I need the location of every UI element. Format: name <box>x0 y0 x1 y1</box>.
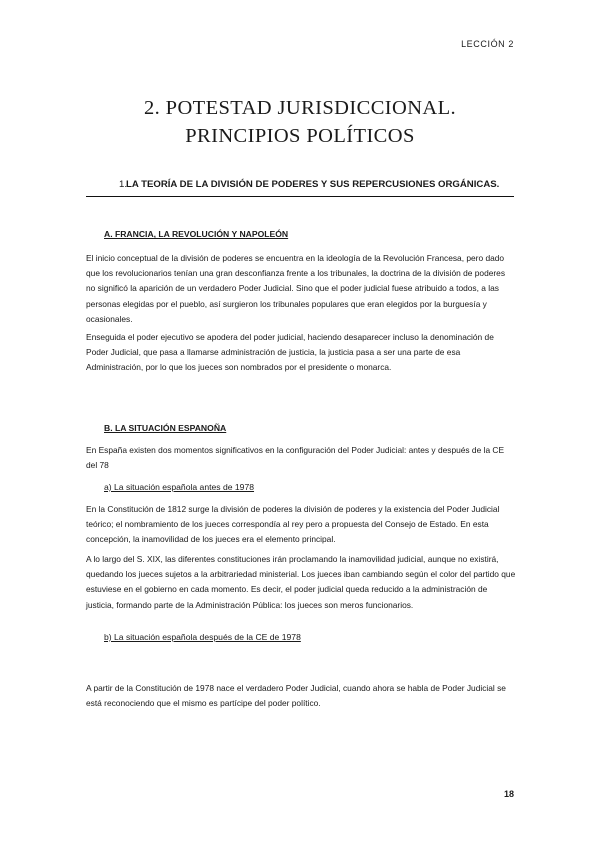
subsection-b-a-paragraph-1: En la Constitución de 1812 surge la división de poderes la división de poderes y la existencia del Poder Judicial teórico; el nombramiento de los jueces correspondía al rey pero a propuesta del Consejo de Estado. En esta concepción, la inamovilidad de los jueces era el elemento principal. <box>86 504 500 545</box>
subsection-a-paragraph-1: El inicio conceptual de la división de poderes se encuentra en la ideología de la Revolución Francesa, pero dado que los revolucionarios tenían una gran desconfianza frente a los tribunales, la doctrina de la división de poderes no significó la aparición de un verdadero Poder Judicial. Sino que el poder judicial fuese atribuido a todos, a las personas elegidas por el pueblo, así surgieron los tribunales populares que eran elegidos por la burguesía y ocasionales. <box>86 253 506 324</box>
subsection-b-a-paragraph-2: A lo largo del S. XIX, las diferentes constituciones irán proclamando la inamovilidad judicial, aunque no existirá, quedando los jueces sujetos a la arbitrariedad ministerial. Los jueces iban cambiando según el color del partido que estuviese en el gobierno en cada momento. Es decir, el poder judicial queda reducido a la administración de justicia, formando parte de la Administración Pública: los jueces son meros funcionarios. <box>86 554 516 610</box>
page-number: 18 <box>503 789 514 799</box>
section-1-title: LA TEORÍA DE LA DIVISIÓN DE PODERES Y SUS REPERCUSIONES ORGÁNICAS. <box>126 179 500 190</box>
subsection-b-b-heading: b) La situación española después de la CE de 1978 <box>104 632 301 642</box>
subsection-b-intro: En España existen dos momentos significativos en la configuración del Poder Judicial: antes y después de la CE del 78 <box>86 445 505 471</box>
subsection-a-paragraph-2: Enseguida el poder ejecutivo se apodera del poder judicial, haciendo desaparecer incluso la denominación de Poder Judicial, que pasa a llamarse administración de justicia, la justicia pasa a ser una parte de esa Administración, por lo que los jueces son nombrados por el presidente o monarca. <box>86 332 494 373</box>
page-title <box>0 94 600 150</box>
section-1-number: 1. <box>119 179 128 190</box>
subsection-b-b-paragraph-1: A partir de la Constitución de 1978 nace el verdadero Poder Judicial, cuando ahora se habla de Poder Judicial se está reconociendo que el mismo es partícipe del poder político. <box>86 683 506 709</box>
subsection-b-heading: B. LA SITUACIÓN ESPANOÑA <box>104 423 227 433</box>
title-line-2: PRINCIPIOS POLÍTICOS <box>185 125 415 147</box>
subsection-b-a-heading: a) La situación española antes de 1978 <box>104 482 255 492</box>
section-1-heading <box>86 179 514 197</box>
subsection-a-heading: A. FRANCIA, LA REVOLUCIÓN Y NAPOLEÓN <box>104 229 289 239</box>
running-header: LECCIÓN 2 <box>461 39 514 49</box>
title-line-1: 2. POTESTAD JURISDICCIONAL. <box>143 97 457 119</box>
